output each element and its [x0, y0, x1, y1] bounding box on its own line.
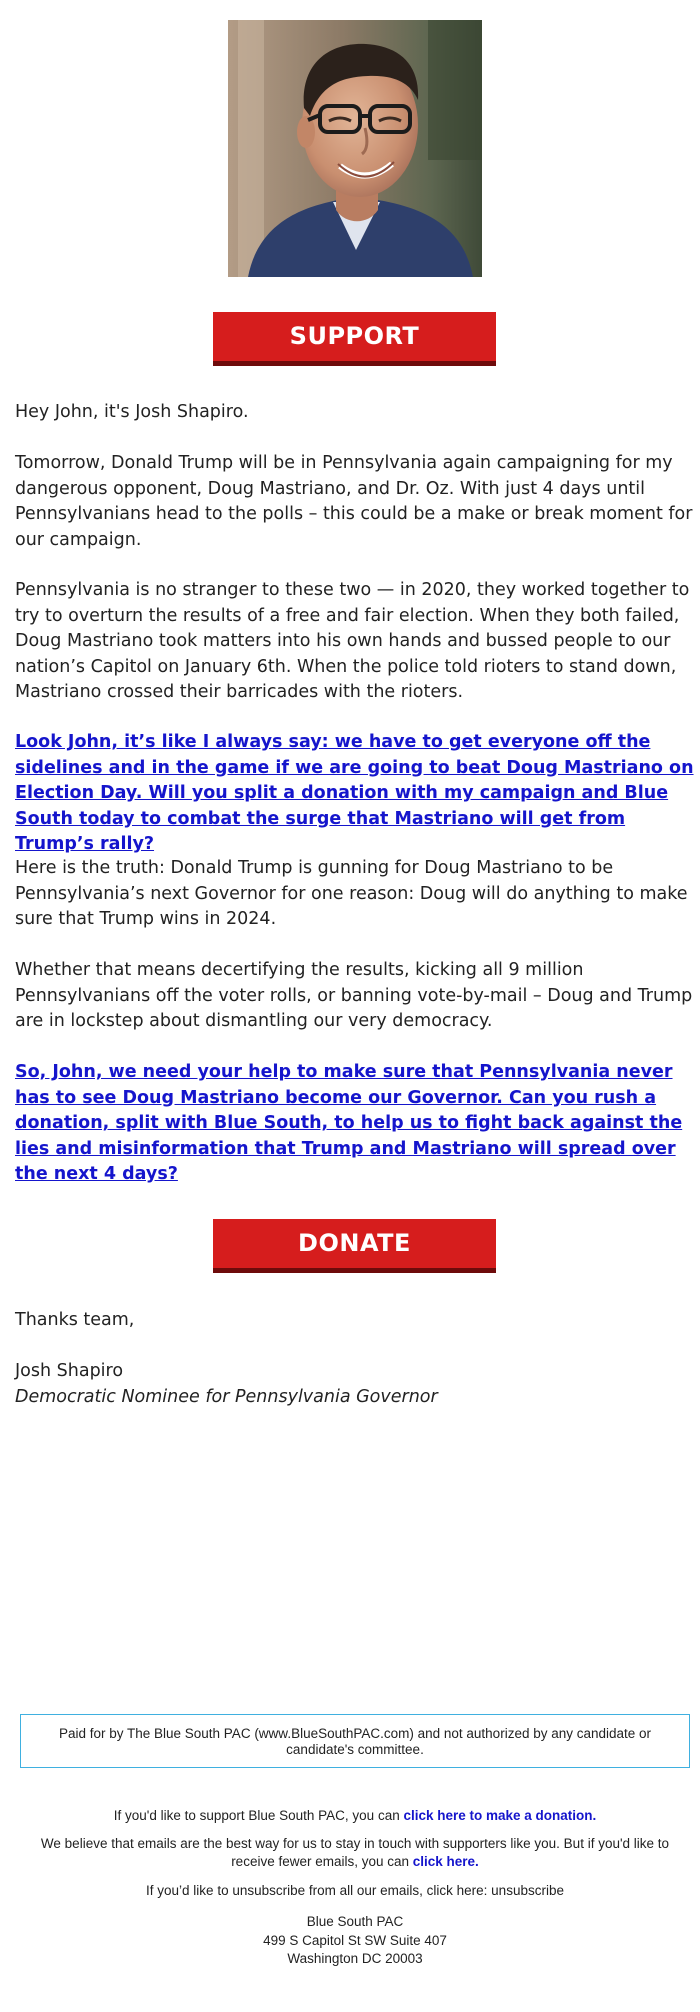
- address-line-3: Washington DC 20003: [287, 1951, 423, 1966]
- footer-support-line: [20, 1807, 690, 1825]
- support-button[interactable]: SUPPORT: [213, 312, 496, 366]
- candidate-photo: [228, 20, 482, 277]
- paragraph-2: Pennsylvania is no stranger to these two — in 2020, they worked together to try to overturn the results of a free and fair election. When they both failed, Doug Mastriano took matters into his own hands and bussed people to our nation’s Capitol on January 6th. When the police told rioters to stand down, Mastriano crossed their barricades with the rioters.: [15, 580, 690, 703]
- footer-fewer-emails-line: [20, 1835, 690, 1871]
- greeting: Hey John, it's Josh Shapiro.: [15, 402, 249, 422]
- unsubscribe-link[interactable]: unsubscribe: [491, 1883, 564, 1898]
- footer-fewer-emails-link[interactable]: click here.: [412, 1854, 479, 1869]
- footer-unsubscribe-text: If you’d like to unsubscribe from all our emails, click here:: [146, 1883, 492, 1898]
- donation-link-1[interactable]: Look John, it’s like I always say: we have to get everyone off the sidelines and in the game if we are going to beat Doug Mastriano on Election Day. Will you split a donation with my campaign and Blue South today to combat the surge that Mastriano will get from Trump’s rally?: [15, 732, 694, 855]
- address-line-2: 499 S Capitol St SW Suite 407: [263, 1932, 447, 1948]
- signature: [15, 1359, 698, 1410]
- donate-button[interactable]: DONATE: [213, 1219, 496, 1273]
- footer-fewer-text: We believe that emails are the best way for us to stay in touch with supporters like you. But if you'd like to receive fewer emails, you can: [40, 1836, 670, 1869]
- footer-support-text: If you'd like to support Blue South PAC, you can: [113, 1808, 404, 1823]
- paragraph-3: Here is the truth: Donald Trump is gunning for Doug Mastriano to be Pennsylvania’s next Governor for one reason: Doug will do anything to make sure that Trump wins in 2024.: [15, 858, 688, 930]
- signature-name: Josh Shapiro: [15, 1361, 124, 1381]
- footer-unsubscribe-line: [20, 1882, 690, 1900]
- paragraph-1: Tomorrow, Donald Trump will be in Pennsylvania again campaigning for my dangerous opponent, Doug Mastriano, and Dr. Oz. With just 4 days until Pennsylvanians head to the polls – this could be a make or break moment for our campaign.: [15, 453, 693, 550]
- closing: Thanks team,: [15, 1310, 135, 1330]
- address-line-1: Blue South PAC: [306, 1914, 404, 1929]
- paragraph-4: Whether that means decertifying the results, kicking all 9 million Pennsylvanians off the voter rolls, or banning vote-by-mail – Doug and Trump are in lockstep about dismantling our very democracy.: [15, 960, 693, 1032]
- footer-address: [20, 1913, 690, 1969]
- disclaimer-box: Paid for by The Blue South PAC (www.BlueSouthPAC.com) and not authorized by any candidate or candidate's committee.: [20, 1714, 690, 1768]
- signature-title: Democratic Nominee for Pennsylvania Governor: [15, 1386, 438, 1407]
- footer-donate-link[interactable]: click here to make a donation.: [403, 1808, 597, 1823]
- donation-link-2[interactable]: So, John, we need your help to make sure that Pennsylvania never has to see Doug Mastriano become our Governor. Can you rush a donation, split with Blue South, to help us to fight back against the lies and misinformation that Trump and Mastriano will spread over the next 4 days?: [15, 1062, 683, 1185]
